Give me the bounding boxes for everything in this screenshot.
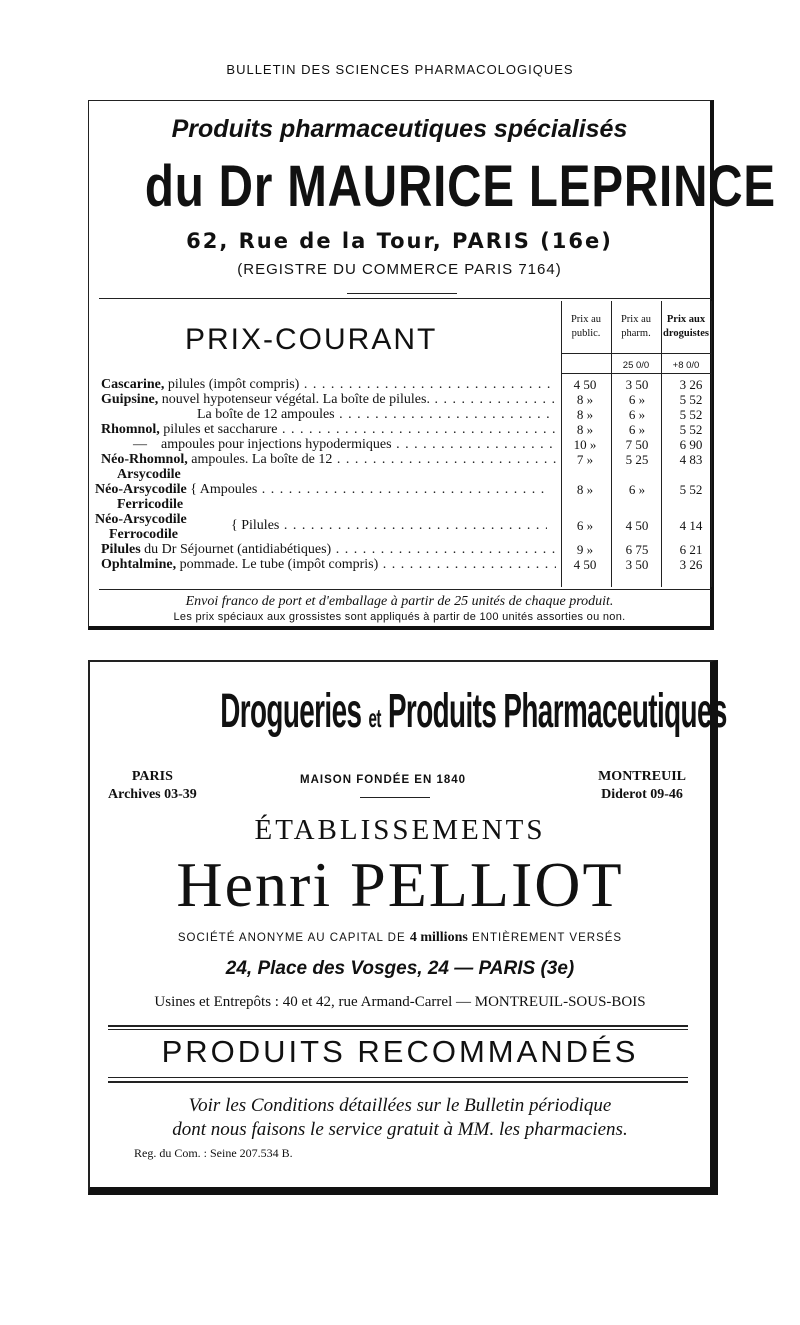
societe-anonyme: SOCIÉTÉ ANONYME AU CAPITAL DE 4 millions ENTIÈREMENT VERSÉS — [177, 930, 623, 945]
envoi-franco-note: Envoi franco de port et d'emballage à partir de 25 unités de chaque produit. — [185, 594, 614, 609]
paris-contact: PARIS Archives 03-39 — [108, 769, 197, 802]
price-row: { Pilules . . . 6 » 4 50 4 14 — [95, 518, 550, 533]
prix-courant-heading: PRIX-COURANT — [185, 323, 438, 356]
ad2-title: Drogueries et Produits Pharmaceutiques — [220, 685, 727, 738]
rule — [108, 1077, 688, 1078]
leprince-advertisement: Produits pharmaceutiques spécialisés du Dr MAURICE LEPRINCE 62, Rue de la Tour, PARIS (16e) (REGISTRE DU COMMERCE PARIS 7164) PRIX-COURANT Prix au public. Prix au pharm. Prix aux droguistes 25 0/0 +8 0/0 Cascarine, pilules (impôt compris) . . . 4 50 3 50 3 26 Guipsine, nouvel hypotenseur végétal. La boîte de pilules. . . . 8 » 6 » 5 52 La boîte de 12 ampoules . . . 8 » 6 » 5 52 Rhomnol, pilules et saccharure . . . 8 » 6 » 5 52 — ampoules pour injections hypodermiques . . . 10 » 7 50 6 90 Néo-Rhomnol, ampoules. La boîte de 12 . . . 7 » 5 25 4 83 Arsycodile Néo-Arsycodile { Ampoules . . . 8 » 6 » 5 52 Ferricodile Néo-Arsycodile { Pilules . . . 6 » 4 50 4 14 Ferrocodile Pilules du Dr Séjournet (antidiabétiques) . . . 9 » 6 75 6 21 Ophtalmine, pommade. Le tube (impôt compris) . . . 4 50 3 50 3 26 Envoi franco de port et d'emballage à partir de 25 unités de chaque produit. Les prix spéciaux aux grossistes sont appliqués à partir de 100 unités assorties ou non. — [88, 100, 714, 630]
etablissements: ÉTABLISSEMENTS — [254, 814, 546, 846]
group-name: Néo-Arsycodile — [95, 512, 187, 527]
subhead-droguistes: +8 0/0 — [672, 360, 700, 371]
rule — [108, 1029, 688, 1030]
maison-rule — [360, 797, 430, 798]
running-head: BULLETIN DES SCIENCES PHARMACOLOGIQUES — [226, 62, 574, 77]
conditions-note: Voir les Conditions détaillées sur le Bulletin périodique dont nous faisons le service gratuit à MM. les pharmaciens. — [172, 1095, 628, 1140]
column-header-public: Prix au public. — [570, 314, 602, 339]
rule — [108, 1081, 688, 1083]
column-header-rule — [561, 353, 711, 354]
montreuil-contact: MONTREUIL Diderot 09-46 — [598, 769, 686, 802]
maison-fondee: MAISON FONDÉE EN 1840 — [300, 774, 467, 786]
ad1-separator — [347, 293, 457, 294]
rule — [108, 1025, 688, 1027]
ad1-title: Produits pharmaceutiques spécialisés — [171, 115, 628, 143]
prix-speciaux-note: Les prix spéciaux aux grossistes sont appliqués à partir de 100 unités assorties ou non. — [173, 611, 626, 623]
subhead-rule — [561, 373, 711, 374]
column-header-pharm: Prix au pharm. — [620, 314, 652, 339]
subhead-pharm: 25 0/0 — [622, 360, 650, 371]
company-name: Henri PELLIOT — [176, 849, 624, 920]
column-divider — [611, 301, 612, 587]
produits-recommandes: PRODUITS RECOMMANDÉS — [161, 1034, 639, 1069]
price-table-top-rule — [99, 298, 711, 299]
ad1-registre: (REGISTRE DU COMMERCE PARIS 7164) — [237, 261, 562, 278]
pelliot-advertisement — [88, 660, 727, 1195]
group-name: Ferricodile — [117, 497, 184, 512]
ad1-address: 62, Rue de la Tour, PARIS (16e) — [186, 229, 613, 253]
group-name: Arsycodile — [117, 467, 181, 482]
registre-commerce: Reg. du Com. : Seine 207.534 B. — [134, 1146, 293, 1160]
usines-entrepots: Usines et Entrepôts : 40 et 42, rue Armand-Carrel — MONTREUIL-SOUS-BOIS — [154, 994, 646, 1010]
column-header-droguistes: Prix aux droguistes — [663, 314, 709, 339]
price-row: Néo-Arsycodile { Ampoules . . . 8 » 6 » 5 52 — [95, 482, 550, 497]
ad1-doctor-name: du Dr MAURICE LEPRINCE — [144, 154, 776, 219]
ad2-address: 24, Place des Vosges, 24 — PARIS (3e) — [225, 958, 575, 979]
column-divider — [661, 301, 662, 587]
group-name: Ferrocodile — [109, 527, 178, 542]
price-table-bottom-rule — [99, 589, 711, 590]
